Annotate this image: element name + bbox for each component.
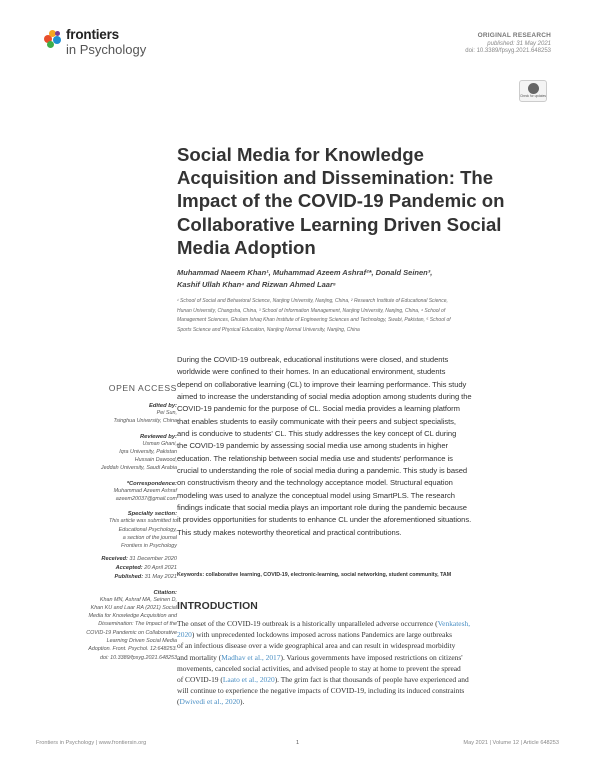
article-title [177,143,557,259]
article-info-sidebar [27,383,177,662]
citation-line: COVID-19 Pandemic on Collaborative [86,629,177,636]
abstract-line: During the COVID-19 outbreak, educational institutions were closed, and students [177,355,449,364]
specialty-line: This article was submitted to [108,518,177,525]
affiliations [177,297,557,335]
title-line: Impact of the COVID-19 Pandemic on [177,190,505,212]
abstract-line: and is conducive to students' CL. This study addresses the key concept of CL during [177,429,457,439]
citation-link[interactable]: Dwivedi et al., 2020 [179,697,241,707]
reviewer-affiliation: Jeddah University, Saudi Arabia [100,465,177,472]
affiliation-line: ¹ School of Social and Behavioral Science, Nanjing University, Nanjing, China, ² Research Institute of Educational Science, [177,298,448,304]
corresponding-email-link[interactable]: azeem20037@gmail.com [115,496,177,503]
title-line: Media Adoption [177,236,316,258]
introduction-text [177,618,557,708]
page-number: 1 [296,740,300,746]
abstract-line: crucial to understanding the role of social media during a pandemic. This study is based [177,466,468,476]
reviewer-affiliation: Iqra University, Pakistan [119,448,177,455]
edited-by-label: Edited by: [148,403,177,409]
logo-dot-green [47,41,54,48]
affiliation-line: Hunan University, Changsha, China, ³ School of Information Management, Nanjing University, Nanjing, China, ⁴ School of [177,307,446,314]
author-line[interactable]: Kashif Ullah Khan⁴ and Rizwan Ahmed Laar⁵ [177,280,336,289]
specialty-line: a section of the journal [122,534,177,541]
abstract-line: depend on collaborative learning (CL) to improve their learning performance. This study [177,379,467,389]
citation-line: Adoption. Front. Psychol. 12:648253. [88,646,177,653]
accepted-value: 20 April 2021 [144,564,177,571]
abstract-line: it provides opportunities for students to enhance CL under the aforementioned situations. [177,515,472,525]
check-for-updates-button[interactable] [519,80,547,102]
title-line: Social Media for Knowledge [177,144,424,165]
affiliation-line: Sports Science and Physical Education, Nanjing Normal University, Nanjing, China [177,326,360,333]
citation-line: Learning Driven Social Media [106,638,177,645]
logo-dot-blue [53,36,61,44]
open-access-label: OPEN ACCESS [108,383,177,393]
section-heading-introduction: INTRODUCTION [177,601,258,612]
citation-link[interactable]: Laato et al., 2020 [222,675,275,685]
accepted-label: Accepted: [115,564,143,571]
intro-line: 2020) with unprecedented lockdowns imposed across nations Pandemics are large outbreaks [177,630,452,640]
intro-line: The onset of the COVID-19 outbreak is a historically unparalleled adverse occurrence (Venkatesh, [177,619,471,628]
citation-line: Media for Knowledge Acquisition and [88,613,177,620]
citation-label: Citation: [153,589,177,596]
abstract [177,354,557,539]
published-value: 31 May 2021 [144,573,177,580]
title-line: Acquisition and Dissemination: The [177,167,494,189]
abstract-line: aimed to increase the understanding of social media adoption among students during the [177,392,472,402]
abstract-line: worldwide were confined to their homes. In an educational environment, students [177,367,446,377]
specialty-line: Frontiers in Psychology [120,543,177,550]
citation-line: Khan KU and Laar RA (2021) Social [90,604,177,611]
abstract-line: findings indicate that social media plays an important role during the pandemic because [177,503,467,513]
article-meta-header [351,32,551,54]
accepted-date [27,564,177,573]
published-date: published: 31 May 2021 [487,41,551,47]
corresponding-author: Muhammad Azeem Ashraf [113,487,177,494]
reviewed-by-label: Reviewed by: [139,433,177,440]
article-type: ORIGINAL RESEARCH [477,32,551,39]
logo-word-frontiers: frontiers [66,27,119,42]
citation-link[interactable]: Venkatesh, [437,619,471,628]
footer-journal-link[interactable]: Frontiers in Psychology | www.frontiersin.org [36,740,147,746]
title-line: Collaborative Learning Driven Social [177,213,502,235]
intro-line: and mortality (Madhav et al., 2017). Various governments have imposed restrictions on citizens' [177,652,463,662]
correspondence-label: *Correspondence: [126,480,177,487]
intro-line: movements, canceled social activities, and advised people to stay at home to prevent the spread [177,663,461,673]
intro-line: of an infectious disease over a wide geographical area and can result in widespread morbidity [177,641,456,651]
citation-line: Khan MN, Ashraf MA, Seinen D, [99,596,177,603]
keywords-label: Keywords: [177,572,205,578]
specialty-line: Educational Psychology, [118,526,177,533]
doi-link[interactable]: doi: 10.3389/fpsyg.2021.648253 [465,48,551,54]
intro-line: will continue to experience the negative impacts of COVID-19, including its induced constraints [177,686,465,696]
keywords [177,572,557,578]
logo-word-journal: in Psychology [66,42,147,57]
citation-doi-link[interactable]: doi: 10.3389/fpsyg.2021.648253 [99,654,177,661]
author-line[interactable]: Muhammad Naeem Khan¹, Muhammad Azeem Ashraf²*, Donald Seinen³, [177,268,433,277]
citation-line: Dissemination: The Impact of the [98,621,177,628]
abstract-line: modeling was used to analyze the conceptual model using SmartPLS. The research [177,490,455,500]
check-updates-label: Check for updates [520,94,546,98]
abstract-line: COVID-19 pandemic for the purpose of CL. Social media provides a learning platform [177,404,460,414]
abstract-line: education. The relationship between social media use and students' performance is [177,453,453,463]
footer-issue-info: May 2021 | Volume 12 | Article 648253 [463,740,559,746]
received-date [27,555,177,564]
abstract-line: that enables students to easily communicate with their peers and subject specialists, [177,416,456,426]
specialty-section-label: Specialty section: [127,511,177,518]
affiliation-line: Management Sciences, Ghulam Ishaq Khan Institute of Engineering Sciences and Technology, Swabi, Pakistan, ⁵ School of [177,317,451,324]
intro-line: of COVID-19 (Laato et al., 2020). The grim fact is that thousands of people have experienced and [177,675,469,685]
reviewer-name[interactable]: Usman Ghani, [142,440,177,447]
citation-link[interactable]: Madhav et al., 2017 [221,652,281,662]
keywords-text: collaborative learning, COVID-19, electronic-learning, social networking, student community, TAM [205,572,452,578]
editor-name[interactable]: Pei Sun, [156,410,177,416]
frontiers-logo-icon [44,30,62,48]
check-updates-icon [528,83,539,94]
journal-logo[interactable] [44,27,184,63]
logo-dot-purple [55,31,60,36]
abstract-line: This study makes noteworthy theoretical and practical contributions. [177,527,402,537]
author-list [177,267,557,291]
abstract-line: on constructivism theory and the technology acceptance model. Structural equation [177,478,453,488]
published-date-sidebar [27,573,177,582]
received-label: Received: [101,555,128,562]
published-label: Published: [114,573,144,580]
intro-line: (Dwivedi et al., 2020). [177,697,245,707]
editor-affiliation: Tsinghua University, China [113,418,177,425]
reviewer-name[interactable]: Hussain Dawood, [134,457,177,464]
abstract-line: the COVID-19 pandemic by assessing social media use among students in higher [177,441,448,451]
received-value: 31 December 2020 [129,555,177,562]
citation-link[interactable]: 2020 [177,630,192,640]
